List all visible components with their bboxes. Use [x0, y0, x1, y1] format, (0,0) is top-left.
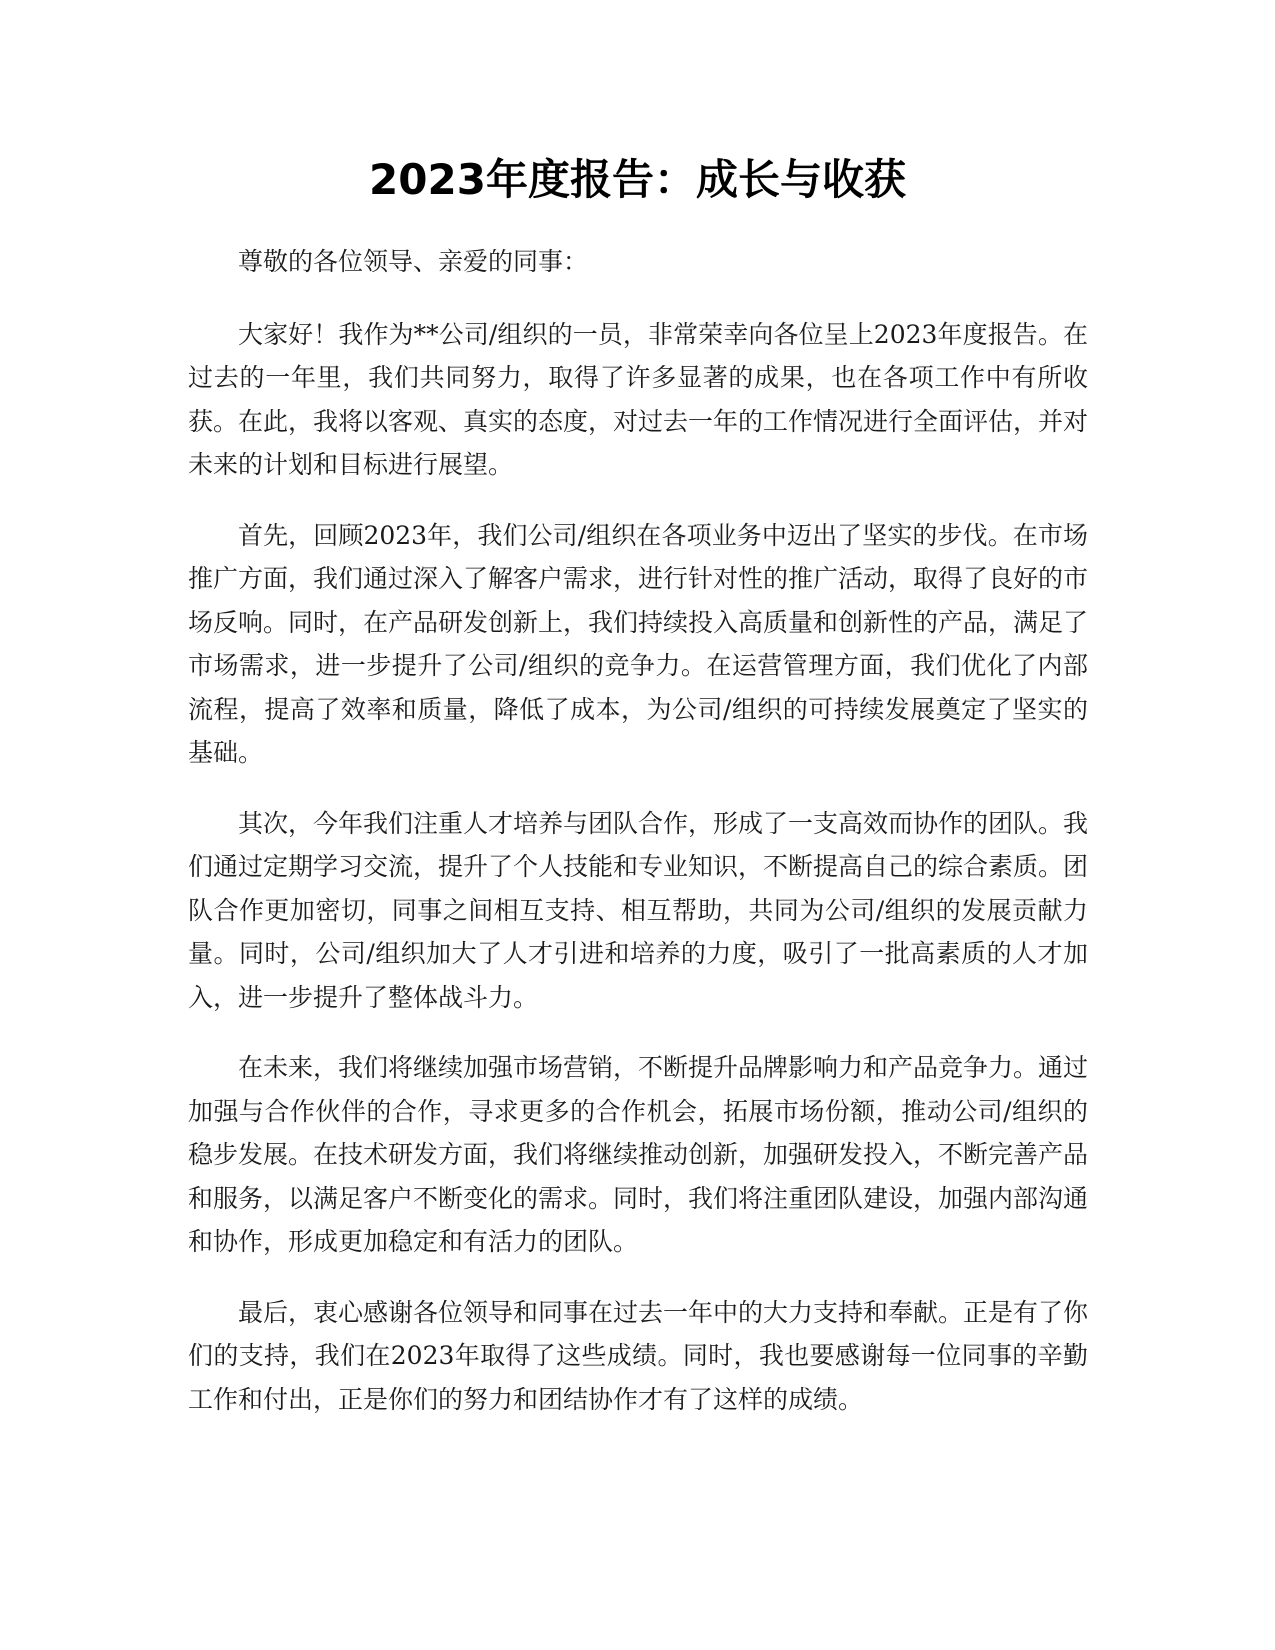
paragraph-future: 在未来，我们将继续加强市场营销，不断提升品牌影响力和产品竞争力。通过加强与合作伙伴的合作，寻求更多的合作机会，拓展市场份额，推动公司/组织的稳步发展。在技术研发方面，我们将继续推动创新，加强研发投入，不断完善产品和服务，以满足客户不断变化的需求。同时，我们将注重团队建设，加强内部沟通和协作，形成更加稳定和有活力的团队。 — [188, 1053, 1089, 1256]
paragraph-thanks: 最后，衷心感谢各位领导和同事在过去一年中的大力支持和奉献。正是有了你们的支持，我们在2023年取得了这些成绩。同时，我也要感谢每一位同事的辛勤工作和付出，正是你们的努力和团结协作才有了这样的成绩。 — [188, 1297, 1089, 1414]
paragraph-review: 首先，回顾2023年，我们公司/组织在各项业务中迈出了坚实的步伐。在市场推广方面，我们通过深入了解客户需求，进行针对性的推广活动，取得了良好的市场反响。同时，在产品研发创新上，我们持续投入高质量和创新性的产品，满足了市场需求，进一步提升了公司/组织的竞争力。在运营管理方面，我们优化了内部流程，提高了效率和质量，降低了成本，为公司/组织的可持续发展奠定了坚实的基础。 — [188, 520, 1089, 767]
paragraph-intro: 大家好！我作为**公司/组织的一员，非常荣幸向各位呈上2023年度报告。在过去的一年里，我们共同努力，取得了许多显著的成果，也在各项工作中有所收获。在此，我将以客观、真实的态度，对过去一年的工作情况进行全面评估，并对未来的计划和目标进行展望。 — [188, 319, 1089, 479]
document-body — [188, 240, 1088, 1448]
document-title: 2023年度报告：成长与收获 — [369, 155, 906, 204]
paragraph-team: 其次，今年我们注重人才培养与团队合作，形成了一支高效而协作的团队。我们通过定期学习交流，提升了个人技能和专业知识，不断提高自己的综合素质。团队合作更加密切，同事之间相互支持、相互帮助，共同为公司/组织的发展贡献力量。同时，公司/组织加大了人才引进和培养的力度，吸引了一批高素质的人才加入，进一步提升了整体战斗力。 — [188, 808, 1089, 1012]
salutation: 尊敬的各位领导、亲爱的同事： — [238, 247, 589, 276]
